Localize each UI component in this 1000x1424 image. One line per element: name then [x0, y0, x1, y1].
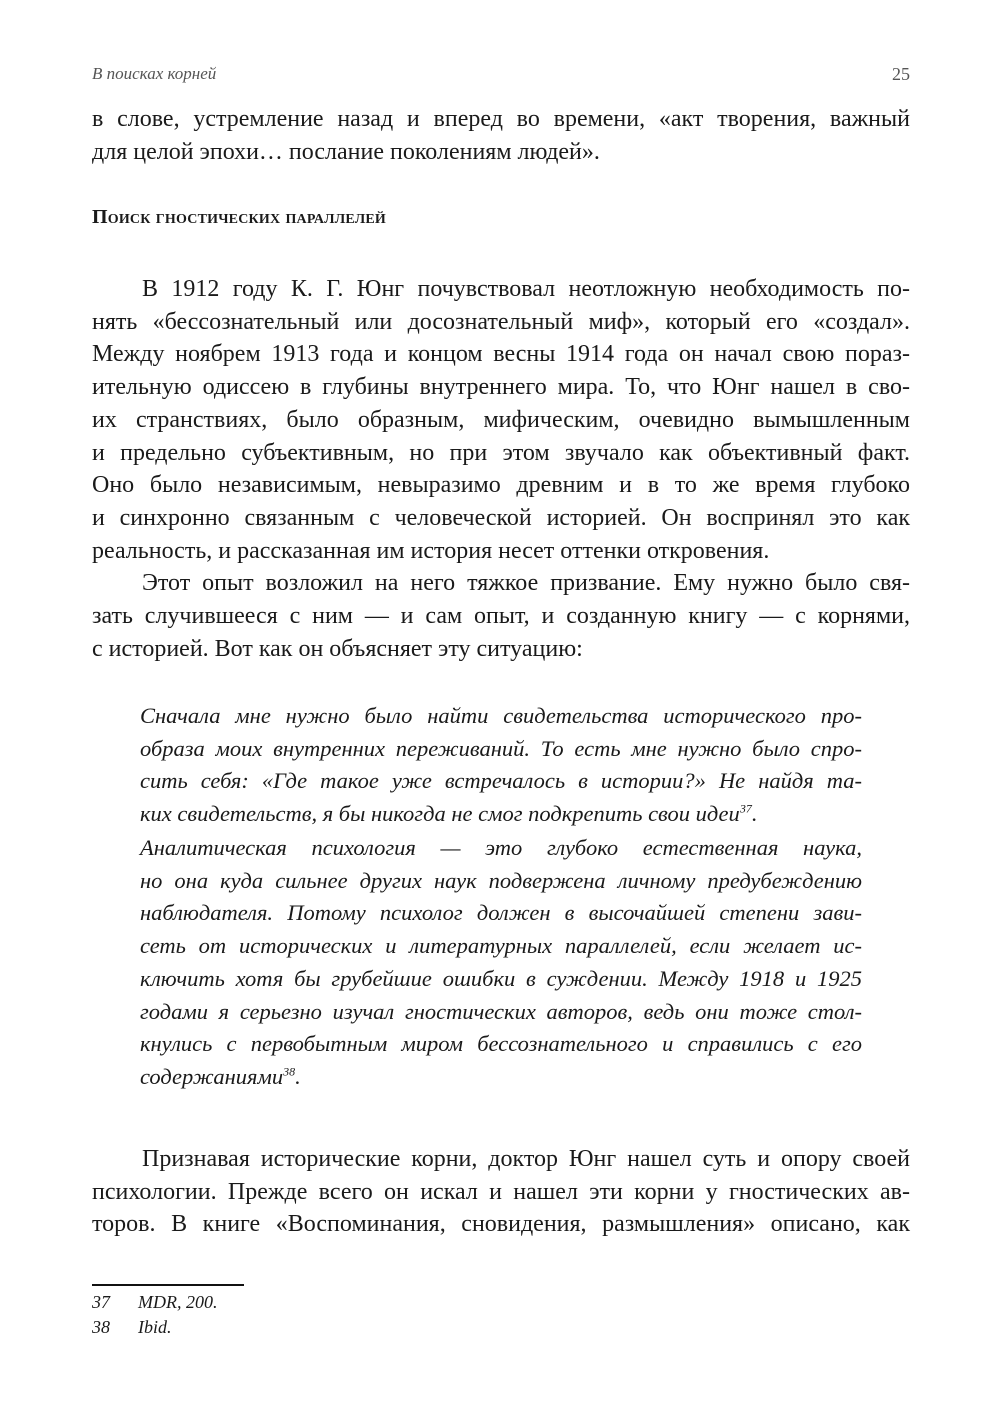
paragraph-3: [92, 1143, 910, 1241]
text-line: Признавая исторические корни, доктор Юнг нашел суть и опору своей: [142, 1146, 910, 1172]
text-line: и синхронно связанным с человеческой историей. Он воспринял это как: [92, 504, 910, 531]
block-quote-2: [140, 832, 862, 1094]
text-line: Этот опыт возложил на него тяжкое призвание. Ему нужно было свя-: [142, 570, 910, 597]
text-line: Оно было независимым, невыразимо древним и в то же время глубоко: [92, 472, 910, 499]
text-line: психологии. Прежде всего он искал и нашел эти корни у гностических ав-: [92, 1178, 910, 1205]
footnote-divider: [92, 1284, 244, 1286]
text-line: В 1912 году К. Г. Юнг почувствовал неотложную необходимость по-: [142, 276, 910, 302]
text-line: в слове, устремление назад и вперед во времени, «акт творения, важный: [92, 106, 910, 132]
text-line: зать случившееся с ним — и сам опыт, и созданную книгу — с корнями,: [92, 603, 910, 630]
text-line: сеть от исторических и литературных параллелей, если желает ис-: [140, 933, 862, 959]
footnote-ref[interactable]: 38: [283, 1064, 296, 1079]
text: ких свидетельств, я бы никогда не смог подкрепить свои идеи: [140, 801, 740, 827]
footnote-text: Ibid.: [138, 1317, 172, 1337]
running-header: В поисках корней: [92, 64, 217, 83]
text-line: Аналитическая психология — это глубоко естественная наука,: [140, 835, 862, 860]
footnote-text: MDR, 200.: [138, 1292, 218, 1312]
text-line: [140, 1061, 862, 1094]
text-line: нять «бессознательный или досознательный миф», который его «создал».: [92, 308, 910, 335]
text-line: годами я серьезно изучал гностических авторов, ведь они тоже стол-: [140, 998, 862, 1024]
text-line: но она куда сильнее других наук подвержена личному предубеждению: [140, 867, 862, 893]
text-line: Сначала мне нужно было найти свидетельства исторического про-: [140, 703, 862, 728]
paragraph-1: [92, 273, 910, 665]
footnote-number: 37: [92, 1292, 110, 1312]
text-line: и предельно субъективным, но при этом звучало как объективный факт.: [92, 439, 910, 466]
text-line: с историей. Вот как он объясняет эту ситуацию:: [92, 635, 583, 662]
text-line: сить себя: «Где такое уже встречалось в истории?» Не найдя та-: [140, 768, 862, 794]
text: .: [295, 1063, 301, 1089]
footnote-number: 38: [92, 1317, 110, 1337]
text-line: ключить хотя бы грубейшие ошибки в суждении. Между 1918 и 1925: [140, 965, 862, 991]
text-line: кнулись с первобытным миром бессознательного и справились с его: [140, 1031, 862, 1057]
text-line: Между ноябрем 1913 года и концом весны 1914 года он начал свою пораз-: [92, 341, 910, 368]
text-line: для целой эпохи… послание поколениям людей».: [92, 138, 600, 165]
text-line: ительную одиссею в глубины внутреннего мира. То, что Юнг нашел в сво-: [92, 374, 910, 401]
page-number: 25: [892, 64, 910, 84]
footnote-38: [92, 1317, 172, 1338]
text-line: образа моих внутренних переживаний. То есть мне нужно было спро-: [140, 735, 862, 761]
text-line: наблюдателя. Потому психолог должен в высочайшей степени зави-: [140, 900, 862, 926]
text-line: торов. В книге «Воспоминания, сновидения, размышления» описано, как: [92, 1211, 910, 1238]
text-line: [140, 798, 862, 831]
section-heading: Поиск гностических параллелей: [92, 206, 387, 228]
text: содержаниями: [140, 1063, 284, 1089]
footnote-ref[interactable]: 37: [739, 801, 752, 816]
footnote-37: [92, 1292, 218, 1313]
intro-paragraph: [92, 103, 910, 168]
text: .: [751, 801, 758, 827]
block-quote-1: [140, 700, 862, 831]
text-line: их странствиях, было образным, мифическим, очевидно вымышленным: [92, 406, 910, 433]
text-line: реальность, и рассказанная им история несет оттенки откровения.: [92, 537, 770, 564]
